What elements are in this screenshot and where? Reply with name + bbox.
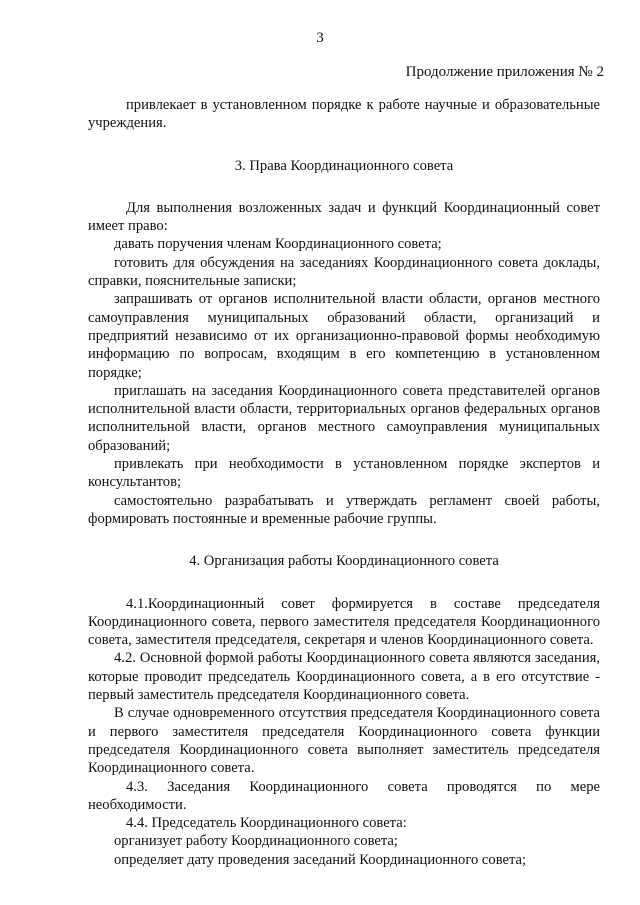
paragraph: 4.3. Заседания Координационного совета проводятся по мере необходимости. (88, 778, 600, 813)
document-body (88, 96, 600, 869)
paragraph: самостоятельно разрабатывать и утверждать регламент своей работы, формировать постоянные и временные рабочие группы. (88, 492, 600, 527)
paragraph: давать поручения членам Координационного совета; (114, 236, 442, 253)
page-number: 3 (316, 30, 324, 46)
paragraph: организует работу Координационного совета; (114, 833, 398, 850)
section-heading-4: 4. Организация работы Координационного совета (189, 553, 499, 570)
paragraph: 4.1.Координационный совет формируется в составе председателя Координационного совета, первого заместителя председателя Координационного совета, заместителя председателя, секретаря и членов Координационного совета. (88, 595, 600, 649)
paragraph: Для выполнения возложенных задач и функций Координационный совет имеет право: (88, 199, 600, 235)
paragraph: запрашивать от органов исполнительной власти области, органов местного самоуправления муниципальных образований области, организаций и предприятий независимо от их организационно-правовой формы необходимую информацию по вопросам, входящим в его компетенцию в установленном порядке; (88, 291, 600, 381)
paragraph: В случае одновременного отсутствия председателя Координационного совета и первого заместителя председателя Координационного совета функции председателя Координационного совета выполняет заместитель председателя Координационного совета. (88, 705, 600, 777)
paragraph: 4.4. Председатель Координационного совета: (126, 815, 407, 832)
paragraph: определяет дату проведения заседаний Координационного совета; (114, 851, 527, 868)
paragraph: 4.2. Основной формой работы Координационного совета являются заседания, которые проводит председатель Координационного совета, а в его отсутствие - первый заместитель председателя Координационного совета. (88, 650, 600, 704)
paragraph: готовить для обсуждения на заседаниях Координационного совета доклады, справки, пояснительные записки; (88, 254, 600, 290)
paragraph: приглашать на заседания Координационного совета представителей органов исполнительной власти области, территориальных органов федеральных органов исполнительной власти, органов местного самоуправления муниципальных образований; (88, 382, 600, 454)
paragraph: привлекать при необходимости в установленном порядке экспертов и консультантов; (88, 456, 600, 491)
section-heading-3: 3. Права Координационного совета (234, 157, 454, 174)
paragraph: привлекает в установленном порядке к работе научные и образовательные учреждения. (88, 97, 600, 132)
appendix-continuation: Продолжение приложения № 2 (405, 64, 604, 80)
